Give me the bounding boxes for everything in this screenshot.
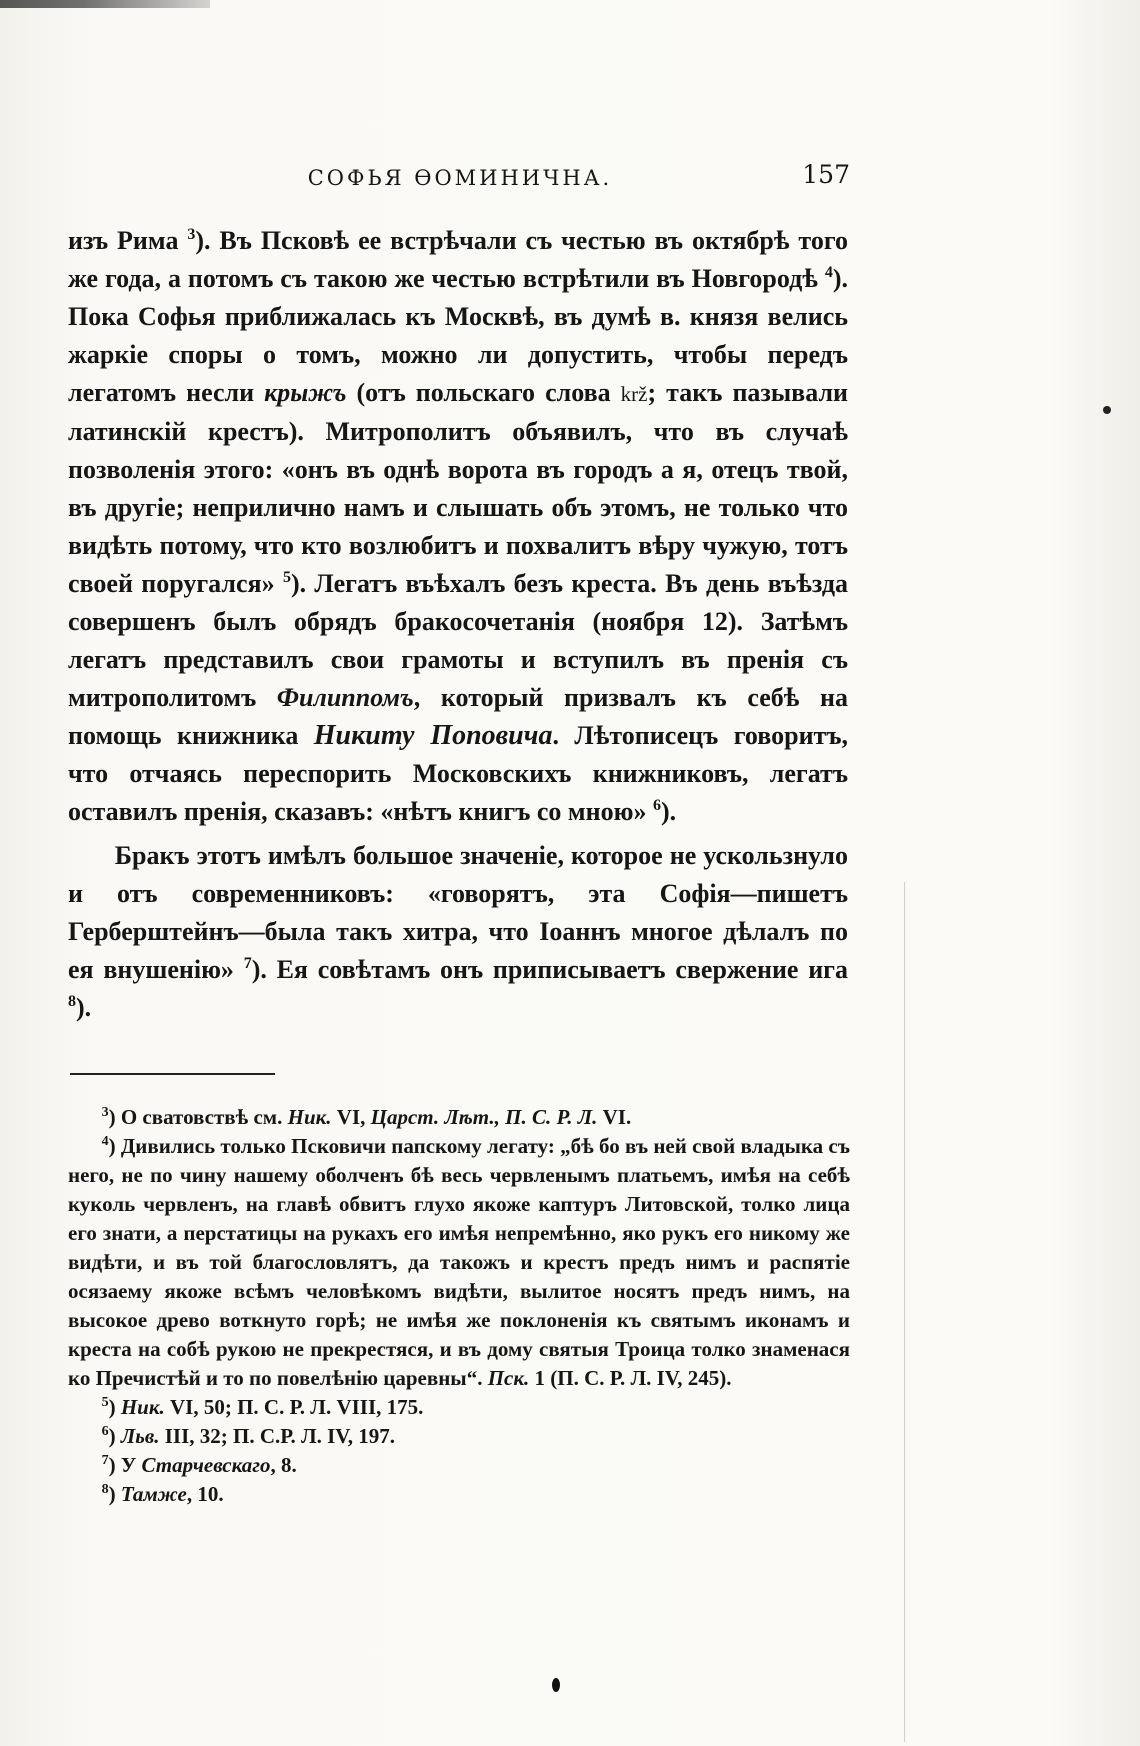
emphasis-kryzh: крыжъ — [264, 378, 347, 407]
running-head: СОФЬЯ ѲОМИНИЧНА. — [307, 166, 613, 190]
text-run: ) — [108, 1424, 116, 1448]
source-abbrev: Пск. — [487, 1366, 530, 1390]
text-run: VI, 50; П. С. Р. Л. VIII, 175. — [170, 1395, 424, 1419]
text-run: Бракъ этотъ имѣлъ большое значеніе, которое не ускользнуло и отъ современниковъ: «говорятъ, эта Софія—пишетъ Герберштейнъ—была такъ хитра, что Іоаннъ многое дѣлалъ по ея внушенію» — [68, 841, 848, 984]
footnote-number: 8 — [101, 1482, 109, 1497]
text-run: ). — [76, 993, 92, 1022]
text-run: ). Въ Псковѣ ее встрѣчали съ честью въ октябрѣ того же года, а потомъ съ такою же честью встрѣтили въ Новгородѣ — [68, 226, 848, 293]
text-run: изъ Рима — [68, 226, 179, 255]
footnote-ref-7[interactable]: 7 — [243, 955, 252, 972]
footnote-number: 6 — [101, 1424, 109, 1439]
footnote-4 — [68, 1132, 850, 1393]
emphasis-nikita: Никиту Поповича — [313, 720, 553, 751]
text-run: 1 (П. С. Р. Л. IV, 245). — [534, 1366, 732, 1390]
text-run: ). — [660, 797, 677, 826]
footnote-separator — [70, 1073, 275, 1075]
ink-dot — [552, 1678, 560, 1692]
paragraph-1 — [68, 222, 848, 831]
text-run: , 10. — [186, 1482, 224, 1506]
polish-word: krž — [620, 382, 648, 406]
text-run: ). Пока Софья приближалась къ Москвѣ, въ думѣ в. князя велись жаркіе споры о томъ, можно ли допустить, чтобы передъ легатомъ несли — [68, 264, 848, 407]
footnote-8 — [68, 1480, 850, 1509]
footnote-number: 4 — [101, 1134, 109, 1149]
footnote-ref-4[interactable]: 4 — [824, 264, 833, 281]
text-run: ) — [108, 1482, 116, 1506]
scan-line — [904, 882, 905, 1742]
text-run: VI. — [602, 1105, 632, 1129]
page-header — [70, 160, 850, 196]
footnote-number: 3 — [101, 1105, 109, 1120]
main-text — [68, 222, 848, 1027]
footnote-3 — [68, 1103, 850, 1132]
source-abbrev: Старчевскаго — [141, 1453, 271, 1477]
text-run: ) Дивились только Псковичи папскому легату: „бѣ бо въ ней свой владыка съ него, не по чину нашему оболченъ бѣ весь червленымъ платьемъ, имѣя на себѣ куколь червленъ, на главѣ обвитъ глухо якоже каптуръ Литовской, толко лица его знати, а перстатицы на рукахъ его имѣя непремѣнно, яко рукъ его никому же видѣти, и въ той благословлятъ, да такожъ и крестъ предъ нимъ и распятіе осязаему якоже всѣмъ человѣкомъ видѣти, вылитое носятъ предъ нимъ, на высокое древо воткнуто горѣ; не имѣя же поклоненія къ святымъ иконамъ и креста на собѣ рукою не прекрестяся, и въ дому святыя Троица толко знаменася ко Пречистѣй и то по повелѣнію царевны“. — [68, 1134, 850, 1390]
footnote-number: 5 — [101, 1395, 109, 1410]
text-run: ) У — [108, 1453, 137, 1477]
footnote-5 — [68, 1393, 850, 1422]
footnote-ref-8[interactable]: 8 — [68, 993, 76, 1010]
text-run: III, 32; П. С.Р. Л. IV, 197. — [164, 1424, 395, 1448]
footnote-6 — [68, 1422, 850, 1451]
text-run: ) — [108, 1395, 116, 1419]
footnote-ref-5[interactable]: 5 — [282, 569, 291, 586]
footnotes — [68, 1103, 850, 1509]
text-run: ; такъ пазывали латинскій крестъ). Митрополитъ объявилъ, что въ случаѣ позволенія этого: «онъ въ однѣ ворота въ городъ а я, отецъ твой, въ другіе; неприлично намъ и слышать объ этомъ, не только что видѣть потому, что кто возлюбитъ и похвалитъ вѣру чужую, тотъ своей поругался» — [68, 378, 849, 598]
paragraph-2 — [68, 837, 848, 1027]
footnote-ref-3[interactable]: 3 — [187, 226, 196, 243]
source-abbrev: Царст. Лѣт., П. С. Р. Л. — [370, 1105, 598, 1129]
text-run: , 8. — [270, 1453, 297, 1477]
margin-dot — [1103, 406, 1111, 414]
footnote-ref-6[interactable]: 6 — [652, 797, 661, 814]
source-abbrev: Льв. — [120, 1424, 160, 1448]
text-run: ) О сватовствѣ см. — [108, 1105, 283, 1129]
text-run: ). Легатъ въѣхалъ безъ креста. Въ день въѣзда совершенъ былъ обрядъ бракосочетанія (ноября 12). Затѣмъ легатъ представилъ свои грамоты и вступилъ въ пренія съ митрополитомъ — [68, 569, 849, 712]
source-abbrev: Тамже — [120, 1482, 187, 1506]
emphasis-filipp: Филиппомъ — [276, 683, 414, 712]
text-run: , который призвалъ къ себѣ на помощь книжника — [68, 683, 849, 750]
scan-artifact — [0, 0, 210, 8]
text-run: . Лѣтописецъ говоритъ, что отчаясь переспорить Московскихъ книжниковъ, легатъ оставилъ пренія, сказавъ: «нѣтъ книгъ со мною» — [68, 721, 848, 826]
footnote-number: 7 — [101, 1453, 109, 1468]
source-abbrev: Ник. — [287, 1105, 332, 1129]
text-run: (отъ польскаго слова — [356, 378, 611, 407]
text-run: ). Ея совѣтамъ онъ приписываетъ свержение ига — [251, 955, 848, 984]
footnote-7 — [68, 1451, 850, 1480]
text-run: VI, — [336, 1105, 366, 1129]
source-abbrev: Ник. — [120, 1395, 165, 1419]
page-number: 157 — [802, 160, 850, 189]
